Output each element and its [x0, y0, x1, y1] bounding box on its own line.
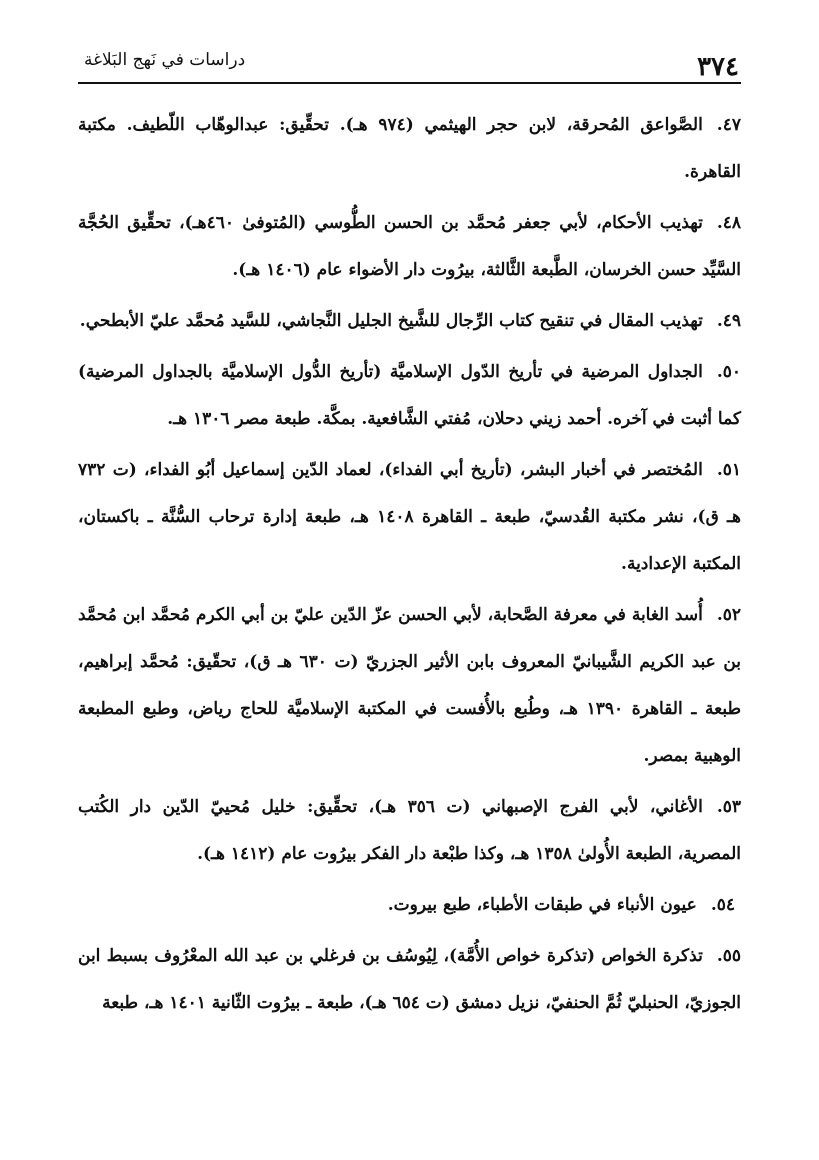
list-item: [78, 592, 741, 780]
entry-text: تهذيب المقال في تنقيح كتاب الرِّجال للشَّيخ الجليل النَّجاشي، للسَّيد مُحمَّد عليّ الأبطحي.: [79, 311, 703, 331]
list-item: [78, 102, 741, 196]
list-item: [78, 349, 741, 443]
entry-text: عيون الأنباء في طبقات الأطباء، طبع بيروت.: [387, 895, 697, 915]
entry-number: ٤٨.: [716, 213, 741, 233]
page-number: ٣٧٤: [697, 52, 739, 82]
list-item: [78, 298, 741, 345]
entry-text: أُسد الغابة في معرفة الصَّحابة، لأبي الحسن عزّ الدّين عليّ بن أبي الكرم مُحمَّد ابن مُحمَّد بن عبد الكريم الشَّيبانيّ المعروف بابن الأثير الجزريّ (ت ٦٣٠ هـ ق)، تحقّيق: مُحمَّد إبراهيم، طبعة ـ القاهرة ١٣٩٠ هـ، وطُبع بالأُفست في المكتبة الإسلاميَّة للحاج رياض، وطبع المطبعة الوهبية بمصر.: [78, 605, 742, 766]
entry-text: الصَّواعق المُحرقة، لابن حجر الهيثمي (٩٧٤ هـ). تحقِّيق: عبدالوهّاب اللّطيف. مكتبة القاهرة.: [78, 115, 741, 182]
entry-number: ٥٢.: [716, 605, 741, 625]
entry-text: الجداول المرضية في تأريخ الدّول الإسلاميَّة (تأريخ الدُّول الإسلاميَّة بالجداول المرضية) كما أثبت في آخره. أحمد زيني دحلان، مُفتي الشَّافعية. بمكَّة. طبعة مصر ١٣٠٦ هـ.: [78, 362, 741, 429]
running-title: دراسات في نَهج البَلاغة: [84, 50, 246, 70]
list-item: [78, 784, 741, 878]
list-item: [78, 933, 741, 1027]
entry-number: ٤٧.: [716, 115, 741, 135]
page-header: [78, 38, 741, 84]
entry-number: ٤٩.: [716, 311, 741, 331]
entry-text: الأغاني، لأبي الفرج الإصبهاني (ت ٣٥٦ هـ)، تحقِّيق: خليل مُحييّ الدّين دار الكُتب المصرية، الطبعة الأُولىٰ ١٣٥٨ هـ، وكذا طبْعة دار الفكر بيرُوت عام (١٤١٢ هـ).: [78, 797, 741, 864]
entry-number: ٥٤.: [710, 895, 735, 915]
bibliography-list: [78, 102, 741, 1031]
entry-text: تذكرة الخواص (تذكرة خواص الأُمَّة)، لِيُوسُف بن فرغلي بن عبد الله المعْرُوف بسبط ابن الجوزيّ، الحنبليّ ثُمَّ الحنفيّ، نزيل دمشق (ت ٦٥٤ هـ)، طبعة ـ بيرُوت الثّانية ١٤٠١ هـ، طبعة: [78, 946, 741, 1013]
list-item: [78, 447, 741, 588]
entry-number: ٥٣.: [716, 797, 741, 817]
entry-number: ٥٠.: [716, 362, 741, 382]
list-item: [78, 200, 741, 294]
list-item: [78, 882, 741, 929]
entry-number: ٥١.: [716, 460, 741, 480]
entry-text: تهذيب الأحكام، لأبي جعفر مُحمَّد بن الحسن الطُّوسي (المُتوفىٰ ٤٦٠هـ)، تحقِّيق الحُجَّة السَّيِّد حسن الخرسان، الطَّبعة الثَّالثة، بيرُوت دار الأضواء عام (١٤٠٦ هـ).: [78, 213, 741, 280]
entry-text: المُختصر في أخبار البشر، (تأريخ أبي الفداء)، لعماد الدّين إسماعيل أبُو الفداء، (ت ٧٣٢ هـ ق)، نشر مكتبة القُدسيّ، طبعة ـ القاهرة ١٤٠٨ هـ، طبعة إدارة ترحاب السُّنَّة ـ باكستان، المكتبة الإعدادية.: [78, 460, 741, 574]
entry-number: ٥٥.: [716, 946, 741, 966]
